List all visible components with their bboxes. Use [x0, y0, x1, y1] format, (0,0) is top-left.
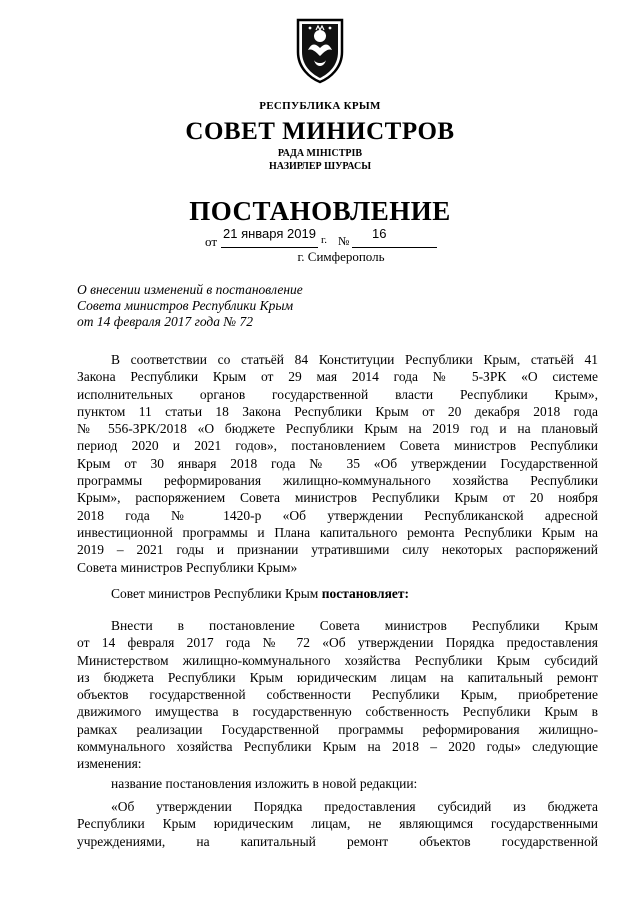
- body-line: Министерством жилищно-коммунального хозяйства Республики Крым субсидий: [77, 652, 598, 668]
- body-line: Республики Крым юридическим лицам, не являющимся государственными: [77, 816, 598, 832]
- body-line: движимого имущества в государственную собственность Республики Крым в: [77, 704, 598, 720]
- body-line: период 2020 и 2021 годов», постановлением Совета министров Республики: [77, 438, 598, 454]
- subject-line: О внесении изменений в постановление: [77, 282, 303, 297]
- amendment-item-paragraph: [77, 775, 598, 792]
- body-line: из бюджета Республики Крым юридическим лицам на капитальный ремонт: [77, 669, 598, 685]
- document-date: 21 января 2019: [223, 226, 316, 241]
- body-line: коммунального хозяйства Республики Крым на 2018 – 2020 годы» следующие: [77, 739, 598, 755]
- body-line: «Об утверждении Порядка предоставления субсидий из бюджета: [111, 799, 598, 814]
- body-line: 2019 – 2021 годы и признании утратившими силу некоторых распоряжений: [77, 542, 598, 558]
- body-line: Совета министров Республики Крым»: [77, 559, 298, 575]
- council-name-crimean-tatar: НАЗИРЛЕР ШУРАСЫ: [268, 161, 372, 172]
- council-name: СОВЕТ МИНИСТРОВ: [185, 118, 455, 145]
- body-line: инвестиционной программы и Плана капитального ремонта Республики Крым на: [77, 524, 598, 540]
- body-line: учреждениями, на капитальный ремонт объектов государственной: [77, 833, 598, 849]
- body-line: от 14 февраля 2017 года № 72 «Об утверждении Порядка предоставления: [77, 635, 598, 651]
- number-label: №: [338, 234, 350, 248]
- subject-line: Совета министров Республики Крым: [77, 298, 294, 313]
- body-line: программы реформирования жилищно-коммунального хозяйства Республики: [77, 473, 598, 489]
- body-line: Крым от 30 января 2018 года № 35 «Об утверждении Государственной: [77, 455, 598, 471]
- resolution-keyword: постановляет:: [321, 586, 410, 601]
- crimea-coat-of-arms-icon: [294, 16, 346, 84]
- body-line: рамках реализации Государственной программы реформирования жилищно-: [77, 721, 598, 737]
- document-type-title: ПОСТАНОВЛЕНИЕ: [189, 196, 451, 226]
- date-underline: [221, 247, 318, 248]
- resolution-text: Совет министров Республики Крым: [111, 586, 322, 601]
- resolution-paragraph: [77, 585, 598, 602]
- body-line: Крым», распоряжением Совета министров Республики Крым от 20 ноября: [77, 490, 598, 506]
- council-name-ukrainian: РАДА МІНІСТРІВ: [277, 148, 363, 159]
- number-underline: [352, 247, 437, 248]
- body-line: Внести в постановление Совета министров Республики Крым: [111, 618, 598, 633]
- document-date-number-line: [205, 226, 445, 248]
- body-line: объектов государственной собственности Республики Крым, приобретение: [77, 687, 598, 703]
- from-label: от: [205, 234, 218, 249]
- amendment-paragraph: [77, 617, 598, 773]
- republic-name: РЕСПУБЛИКА КРЫМ: [259, 100, 381, 112]
- year-suffix: г.: [321, 234, 328, 246]
- body-line: В соответствии со статьёй 84 Конституции Республики Крым, статьёй 41: [111, 352, 598, 367]
- body-line: название постановления изложить в новой редакции:: [111, 776, 418, 791]
- document-number: 16: [372, 226, 387, 241]
- body-line: изменения:: [77, 756, 142, 772]
- document-city: г. Симферополь: [297, 249, 385, 264]
- body-line: Закона Республики Крым от 29 мая 2014 года № 5-ЗРК «О системе: [77, 369, 598, 385]
- body-line: № 556-ЗРК/2018 «О бюджете Республики Крым на 2019 год и на плановый: [77, 421, 598, 437]
- body-line: пунктом 11 статьи 18 Закона Республики Крым от 20 декабря 2018 года: [77, 403, 598, 419]
- new-title-paragraph: [77, 798, 598, 850]
- document-subject: [77, 282, 303, 330]
- subject-line: от 14 февраля 2017 года № 72: [77, 314, 253, 329]
- body-line: исполнительных органов государственной власти Республики Крым»,: [77, 386, 598, 402]
- preamble-paragraph: [77, 351, 598, 576]
- body-line: 2018 года № 1420-р «Об утверждении Республиканской адресной: [77, 507, 598, 523]
